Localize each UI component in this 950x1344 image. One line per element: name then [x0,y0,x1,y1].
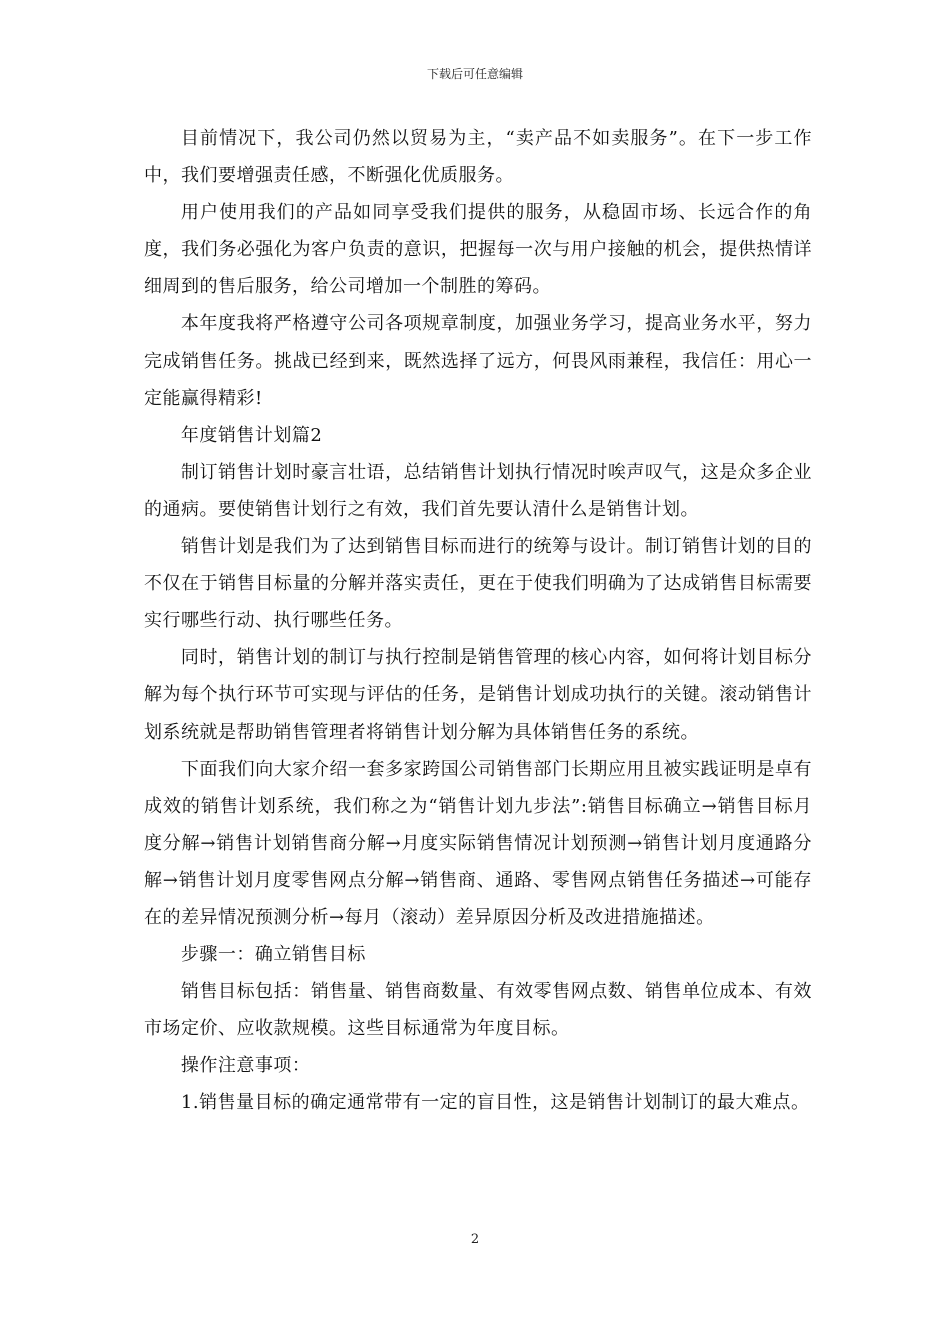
note-item-1: 1.销售量目标的确定通常带有一定的盲目性，这是销售计划制订的最大难点。 [180,1092,810,1114]
paragraph-2: 用户使用我们的产品如同享受我们提供的服务，从稳固市场、长远合作的角度，我们务必强化为客户负责的意识，把握每一次与用户接触的机会，提供热情详细周到的售后服务，给公司增加一个制胜的筹码。 [144,202,812,298]
paragraph-1: 目前情况下，我公司仍然以贸易为主，“卖产品不如卖服务”。在下一步工作中，我们要增强责任感，不断强化优质服务。 [144,128,812,187]
document-body [144,120,812,1122]
page-header: 下载后可任意编辑 [426,67,523,81]
step-one-heading: 步骤一：确立销售目标 [180,944,366,966]
paragraph-10: 销售目标包括：销售量、销售商数量、有效零售网点数、销售单位成本、有效市场定价、应收款规模。这些目标通常为年度目标。 [144,981,812,1040]
notes-heading: 操作注意事项： [180,1055,311,1077]
section-heading-plan-2: 年度销售计划篇2 [180,424,323,446]
paragraph-8: 下面我们向大家介绍一套多家跨国公司销售部门长期应用且被实践证明是卓有成效的销售计划系统，我们称之为“销售计划九步法”:销售目标确立→销售目标月度分解→销售计划销售商分解→月度实际销售情况计划预测→销售计划月度通路分解→销售计划月度零售网点分解→销售商、通路、零售网点销售任务描述→可能存在的差异情况预测分析→每月（滚动）差异原因分析及改进措施描述。 [144,758,812,928]
paragraph-6: 销售计划是我们为了达到销售目标而进行的统筹与设计。制订销售计划的目的不仅在于销售目标量的分解并落实责任，更在于使我们明确为了达成销售目标需要实行哪些行动、执行哪些任务。 [144,536,812,632]
paragraph-7: 同时，销售计划的制订与执行控制是销售管理的核心内容，如何将计划目标分解为每个执行环节可实现与评估的任务，是销售计划成功执行的关键。滚动销售计划系统就是帮助销售管理者将销售计划分解为具体销售任务的系统。 [144,647,812,743]
paragraph-3: 本年度我将严格遵守公司各项规章制度，加强业务学习，提高业务水平，努力完成销售任务。挑战已经到来，既然选择了远方，何畏风雨兼程，我信任：用心一定能赢得精彩! [144,313,812,409]
page-number: 2 [470,1232,480,1247]
paragraph-5: 制订销售计划时豪言壮语，总结销售计划执行情况时唉声叹气，这是众多企业的通病。要使销售计划行之有效，我们首先要认清什么是销售计划。 [144,461,812,520]
